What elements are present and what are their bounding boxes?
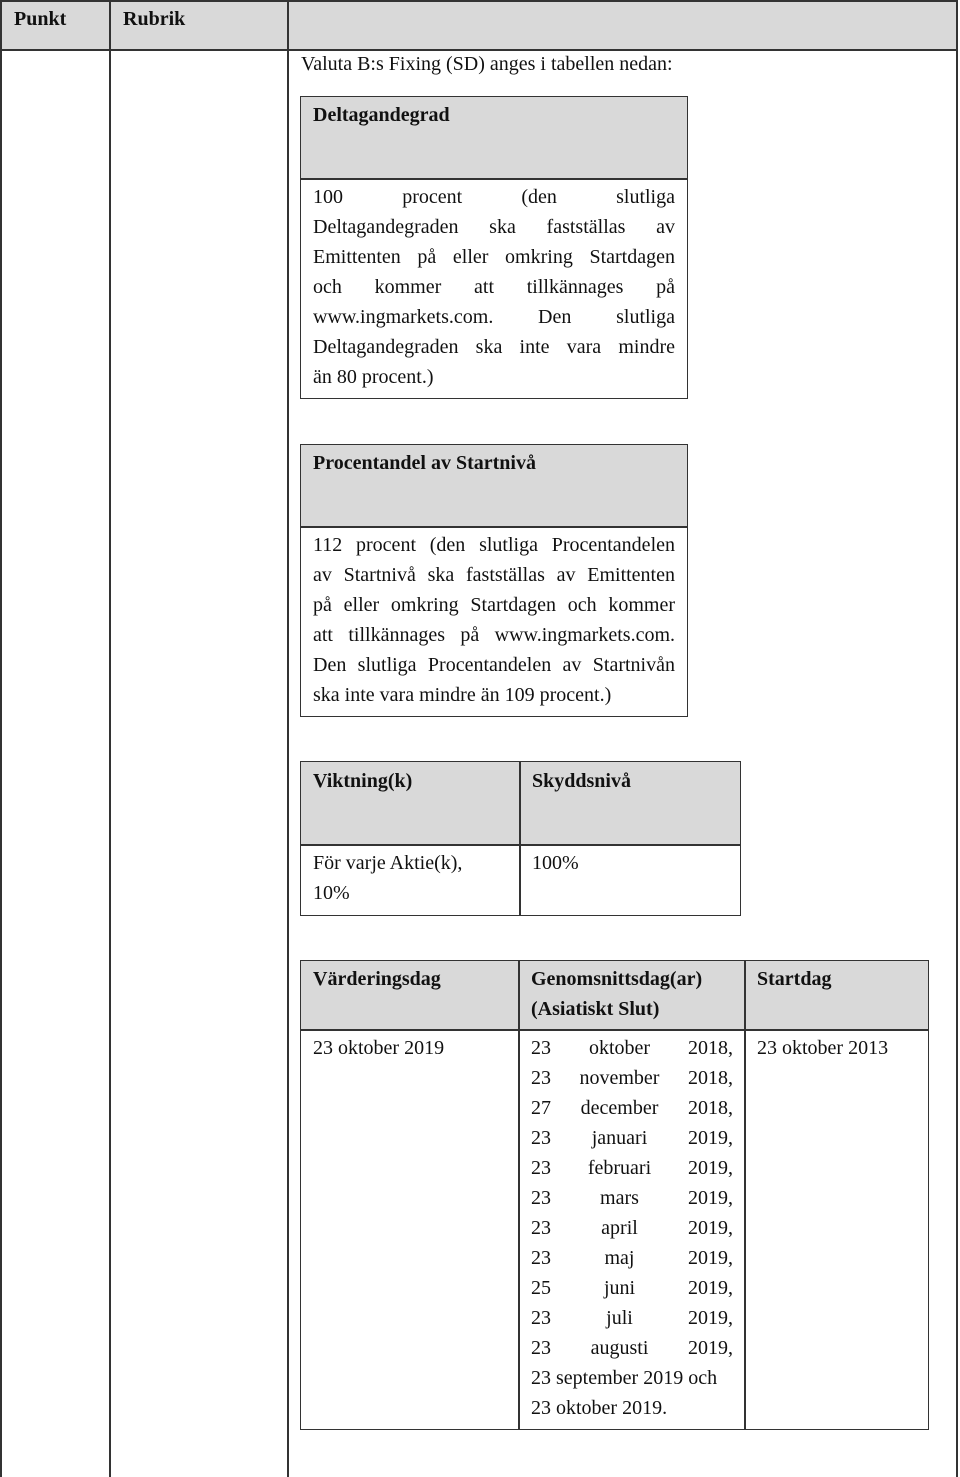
averaging-date-row: [531, 1333, 733, 1363]
header-punkt: Punkt: [14, 8, 67, 30]
averaging-date-day: 23: [531, 1037, 551, 1059]
averaging-date-day: 23: [531, 1307, 551, 1329]
averaging-date-month: juli: [606, 1307, 633, 1329]
averaging-date-row: [531, 1183, 733, 1213]
averaging-date-tail-1: 23 september 2019 och: [531, 1367, 718, 1389]
averaging-date-month: april: [601, 1217, 638, 1239]
participation-line: www.ingmarkets.com. Den slutliga: [313, 306, 675, 328]
dates-col-divider-2: [744, 960, 746, 1430]
averaging-date-month: augusti: [590, 1337, 649, 1359]
averaging-date-day: 23: [531, 1127, 551, 1149]
percentage-line: på eller omkring Startdagen och kommer: [313, 594, 675, 616]
averaging-date-row: [531, 1123, 733, 1153]
percentage-line: Den slutliga Procentandelen av Startnivån: [313, 654, 675, 676]
participation-heading: Deltagandegrad: [313, 104, 450, 126]
participation-line: 100 procent (den slutliga: [313, 186, 675, 208]
averaging-date-year: 2019,: [688, 1217, 733, 1239]
col-divider-1: [109, 0, 111, 1477]
averaging-date-month: oktober: [588, 1037, 651, 1059]
outer-left-border: [0, 0, 2, 1477]
averaging-date-day: 23: [531, 1157, 551, 1179]
averaging-date-month: december: [580, 1097, 659, 1119]
averaging-date-year: 2019,: [688, 1127, 733, 1149]
participation-line: Deltagandegraden ska inte vara mindre: [313, 336, 675, 358]
averaging-date-row: [531, 1303, 733, 1333]
participation-line: Deltagandegraden ska fastställas av: [313, 216, 675, 238]
averaging-date-month: mars: [600, 1187, 639, 1209]
percentage-line: av Startnivå ska fastställas av Emittenten: [313, 564, 675, 586]
averaging-date-month: maj: [604, 1247, 635, 1269]
header-rubrik: Rubrik: [123, 8, 186, 30]
averaging-dates-heading: Genomsnittsdag(ar): [531, 968, 703, 990]
averaging-date-year: 2019,: [687, 1157, 733, 1179]
participation-line: och kommer att tillkännages på: [313, 276, 675, 298]
participation-text: [313, 182, 675, 392]
averaging-dates-list: [531, 1033, 733, 1363]
averaging-date-year: 2019,: [688, 1247, 733, 1269]
averaging-date-year: 2018,: [687, 1097, 733, 1119]
averaging-date-month: januari: [591, 1127, 648, 1149]
valuation-date-heading: Värderingsdag: [313, 968, 441, 990]
averaging-date-row: [531, 1033, 733, 1063]
averaging-date-month: november: [579, 1067, 660, 1089]
valuation-date: 23 oktober 2019: [313, 1037, 445, 1059]
averaging-date-month: februari: [587, 1157, 652, 1179]
averaging-date-day: 23: [531, 1067, 551, 1089]
weighting-heading: Viktning(k): [313, 770, 413, 792]
averaging-date-day: 23: [531, 1247, 551, 1269]
averaging-date-year: 2019,: [688, 1277, 733, 1299]
start-date: 23 oktober 2013: [757, 1037, 889, 1059]
weighting-value-line-2: 10%: [313, 882, 350, 904]
averaging-date-day: 23: [531, 1217, 551, 1239]
percentage-heading: Procentandel av Startnivå: [313, 452, 536, 474]
participation-line: än 80 procent.): [313, 366, 434, 388]
averaging-date-year: 2018,: [688, 1037, 733, 1059]
participation-line: Emittenten på eller omkring Startdagen: [313, 246, 675, 268]
averaging-date-row: [531, 1153, 733, 1183]
percentage-line: att tillkännages på www.ingmarkets.com.: [313, 624, 675, 646]
averaging-date-year: 2018,: [687, 1067, 733, 1089]
protection-value: 100%: [532, 852, 579, 874]
start-date-heading: Startdag: [757, 968, 832, 990]
averaging-date-tail-2: 23 oktober 2019.: [531, 1397, 668, 1419]
averaging-date-row: [531, 1063, 733, 1093]
weighting-value-line-1: För varje Aktie(k),: [313, 852, 463, 874]
col-divider-2: [287, 0, 289, 1477]
averaging-date-day: 23: [531, 1187, 551, 1209]
averaging-date-year: 2019,: [688, 1337, 733, 1359]
averaging-date-day: 25: [531, 1277, 551, 1299]
averaging-date-month: juni: [603, 1277, 636, 1299]
percentage-line: 112 procent (den slutliga Procentandelen: [313, 534, 675, 556]
outer-top-border: [0, 0, 958, 2]
dates-col-divider-1: [518, 960, 520, 1430]
averaging-date-year: 2019,: [687, 1187, 733, 1209]
averaging-date-row: [531, 1093, 733, 1123]
outer-right-border: [956, 0, 958, 1477]
averaging-date-row: [531, 1213, 733, 1243]
weighting-col-divider: [519, 761, 521, 916]
averaging-dates-subheading: (Asiatiskt Slut): [531, 998, 660, 1020]
percentage-line: ska inte vara mindre än 109 procent.): [313, 684, 612, 706]
averaging-date-day: 23: [531, 1337, 551, 1359]
averaging-date-day: 27: [531, 1097, 551, 1119]
averaging-date-row: [531, 1243, 733, 1273]
percentage-text: [313, 530, 675, 710]
protection-heading: Skyddsnivå: [532, 770, 631, 792]
intro-text: Valuta B:s Fixing (SD) anges i tabellen nedan:: [301, 53, 673, 75]
averaging-date-year: 2019,: [687, 1307, 733, 1329]
averaging-date-row: [531, 1273, 733, 1303]
